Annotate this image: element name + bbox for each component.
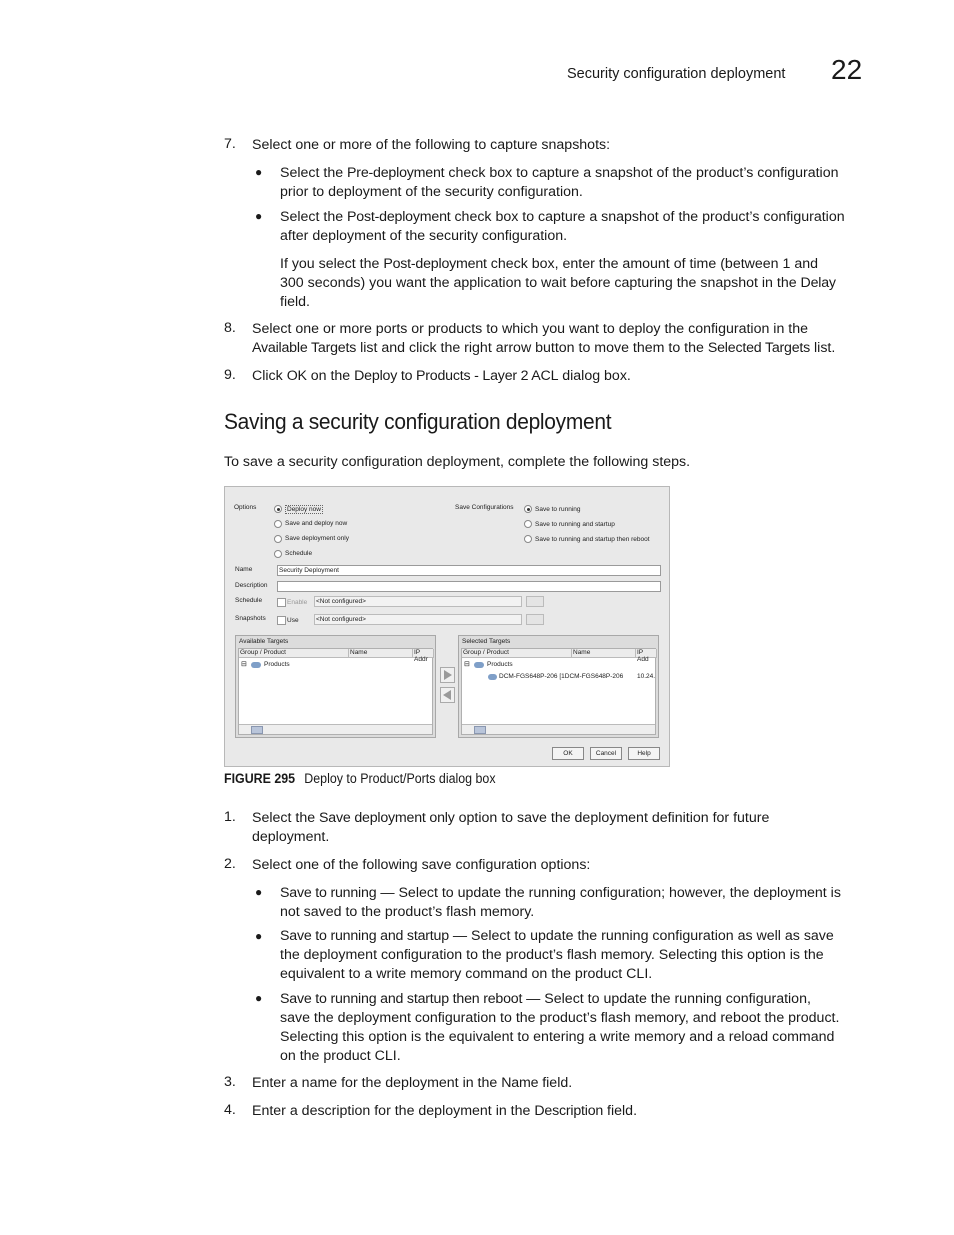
save-option-label: Save to running: [535, 506, 581, 513]
step-text: Enter a name for the deployment in the Name field.: [252, 1075, 573, 1091]
option-label: Deploy now: [287, 506, 321, 513]
col-header-group[interactable]: Group / Product: [462, 649, 572, 658]
schedule-enable-label: Enable: [287, 599, 308, 606]
schedule-field: [314, 596, 522, 607]
selected-targets-title: Selected Targets: [462, 638, 511, 645]
snapshots-field: [314, 614, 522, 625]
col-header-group[interactable]: Group / Product: [239, 649, 349, 658]
step-text: Click OK on the Deploy to Products - Layer 2 ACL dialog box.: [252, 368, 631, 384]
available-targets-table[interactable]: [238, 648, 433, 735]
products-icon: [474, 662, 484, 668]
expand-icon[interactable]: ⊟: [241, 661, 247, 668]
cancel-button[interactable]: Cancel: [590, 747, 622, 760]
bullet-dot: ●: [255, 885, 263, 899]
col-header-ip[interactable]: IP Add: [636, 649, 657, 658]
running-header-title: Security configuration deployment: [567, 66, 786, 82]
figure-label: FIGURE 295: [224, 771, 296, 786]
save-configurations-label: Save Configurations: [455, 504, 514, 511]
step-text: Select one of the following save configuration options:: [252, 857, 591, 873]
schedule-value: <Not configured>: [316, 598, 366, 605]
schedule-edit-button[interactable]: [526, 596, 544, 607]
device-icon: [488, 674, 497, 680]
chapter-number: 22: [831, 54, 863, 85]
step-number: 1.: [224, 809, 236, 825]
selected-device[interactable]: DCM-FGS648P-206 [1DCM-FGS648P-206: [499, 673, 624, 680]
available-targets-title: Available Targets: [239, 638, 289, 645]
schedule-enable-checkbox[interactable]: [277, 598, 286, 607]
move-right-button[interactable]: [440, 667, 455, 683]
description-field[interactable]: [277, 581, 661, 592]
schedule-label: Schedule: [235, 597, 263, 604]
option-label: Save deployment only: [285, 535, 349, 542]
col-header-ip[interactable]: IP Addr: [413, 649, 434, 658]
step-number: 4.: [224, 1102, 236, 1118]
snapshots-label: Snapshots: [235, 615, 266, 622]
available-targets-panel: [235, 635, 436, 738]
selected-targets-table[interactable]: [461, 648, 656, 735]
name-field[interactable]: [277, 565, 661, 576]
step-text: Select the Save deployment only option to save the deployment definition for future deployment.: [252, 810, 770, 845]
step-number: 2.: [224, 856, 236, 872]
radio-save-running-startup[interactable]: [524, 520, 532, 528]
step-number: 8.: [224, 320, 236, 336]
step-text: Select one or more of the following to capture snapshots:: [252, 137, 611, 153]
option-label: Save and deploy now: [285, 520, 348, 527]
bullet-dot: ●: [255, 209, 263, 223]
selected-device-ip: 10.24.: [637, 673, 656, 680]
description-label: Description: [235, 582, 268, 589]
tree-root-products[interactable]: Products: [487, 661, 513, 668]
deploy-dialog: [224, 486, 670, 767]
step-text: Select one or more ports or products to which you want to deploy the configuration in the Available Targets list and click the right arrow button to move them to the Selected Targets list.: [252, 321, 836, 356]
radio-save-to-running[interactable]: [524, 505, 532, 513]
radio-save-and-deploy[interactable]: [274, 520, 282, 528]
help-button[interactable]: Help: [628, 747, 660, 760]
horizontal-scrollbar[interactable]: [239, 724, 432, 734]
section-heading: Saving a security configuration deployment: [224, 409, 612, 434]
expand-icon[interactable]: ⊟: [464, 661, 470, 668]
bullet-pre-deployment: Select the Pre-deployment check box to capture a snapshot of the product’s configuration prior to deployment of the security configuration.: [280, 165, 839, 200]
option-label: Schedule: [285, 550, 313, 557]
snapshots-edit-button[interactable]: [526, 614, 544, 625]
post-deployment-note: If you select the Post-deployment check box, enter the amount of time (between 1 and 300 seconds) you want the application to wait before capturing the snapshot in the Delay field.: [280, 256, 836, 310]
step-number: 7.: [224, 136, 236, 152]
radio-schedule[interactable]: [274, 550, 282, 558]
name-value: Security Deployment: [279, 567, 339, 574]
selected-targets-panel: [458, 635, 659, 738]
bullet-save-running-startup: Save to running and startup — Select to update the running configuration as well as save the deployment configuration to the product’s flash memory. Selecting this option is the equivalent to a write memory command on the product CLI.: [280, 928, 834, 982]
step-number: 3.: [224, 1074, 236, 1090]
radio-save-running-startup-reboot[interactable]: [524, 535, 532, 543]
arrow-right-icon: [441, 668, 454, 682]
bullet-dot: ●: [255, 991, 263, 1005]
arrow-left-icon: [441, 688, 454, 702]
step-number: 9.: [224, 367, 236, 383]
col-header-name[interactable]: Name: [349, 649, 413, 658]
save-option-label: Save to running and startup then reboot: [535, 536, 650, 543]
col-header-name[interactable]: Name: [572, 649, 636, 658]
options-label: Options: [234, 504, 257, 511]
radio-deploy-now[interactable]: [274, 505, 282, 513]
snapshots-use-label: Use: [287, 617, 299, 624]
bullet-save-to-running: Save to running — Select to update the running configuration; however, the deployment is not saved to the product’s flash memory.: [280, 885, 841, 920]
products-icon: [251, 662, 261, 668]
bullet-save-running-startup-reboot: Save to running and startup then reboot — Select to update the running configuration, save the deployment configuration to the product’s flash memory, and reboot the product. Selecting this option is the equivalent to entering a write memory and a reload command on the product CLI.: [280, 991, 840, 1064]
snapshots-use-checkbox[interactable]: [277, 616, 286, 625]
bullet-dot: ●: [255, 165, 263, 179]
figure-caption: [224, 771, 496, 786]
name-label: Name: [235, 566, 253, 573]
radio-save-deployment-only[interactable]: [274, 535, 282, 543]
snapshots-value: <Not configured>: [316, 616, 366, 623]
step-text: Enter a description for the deployment in the Description field.: [252, 1103, 638, 1119]
bullet-post-deployment: Select the Post-deployment check box to capture a snapshot of the product’s configuration after deployment of the security configuration.: [280, 209, 845, 244]
horizontal-scrollbar[interactable]: [462, 724, 655, 734]
save-option-label: Save to running and startup: [535, 521, 615, 528]
ok-button[interactable]: OK: [552, 747, 584, 760]
bullet-dot: ●: [255, 929, 263, 943]
section-intro: To save a security configuration deployment, complete the following steps.: [224, 454, 691, 470]
move-left-button[interactable]: [440, 687, 455, 703]
tree-root-products[interactable]: Products: [264, 661, 290, 668]
figure-caption-text: Deploy to Product/Ports dialog box: [304, 771, 496, 786]
